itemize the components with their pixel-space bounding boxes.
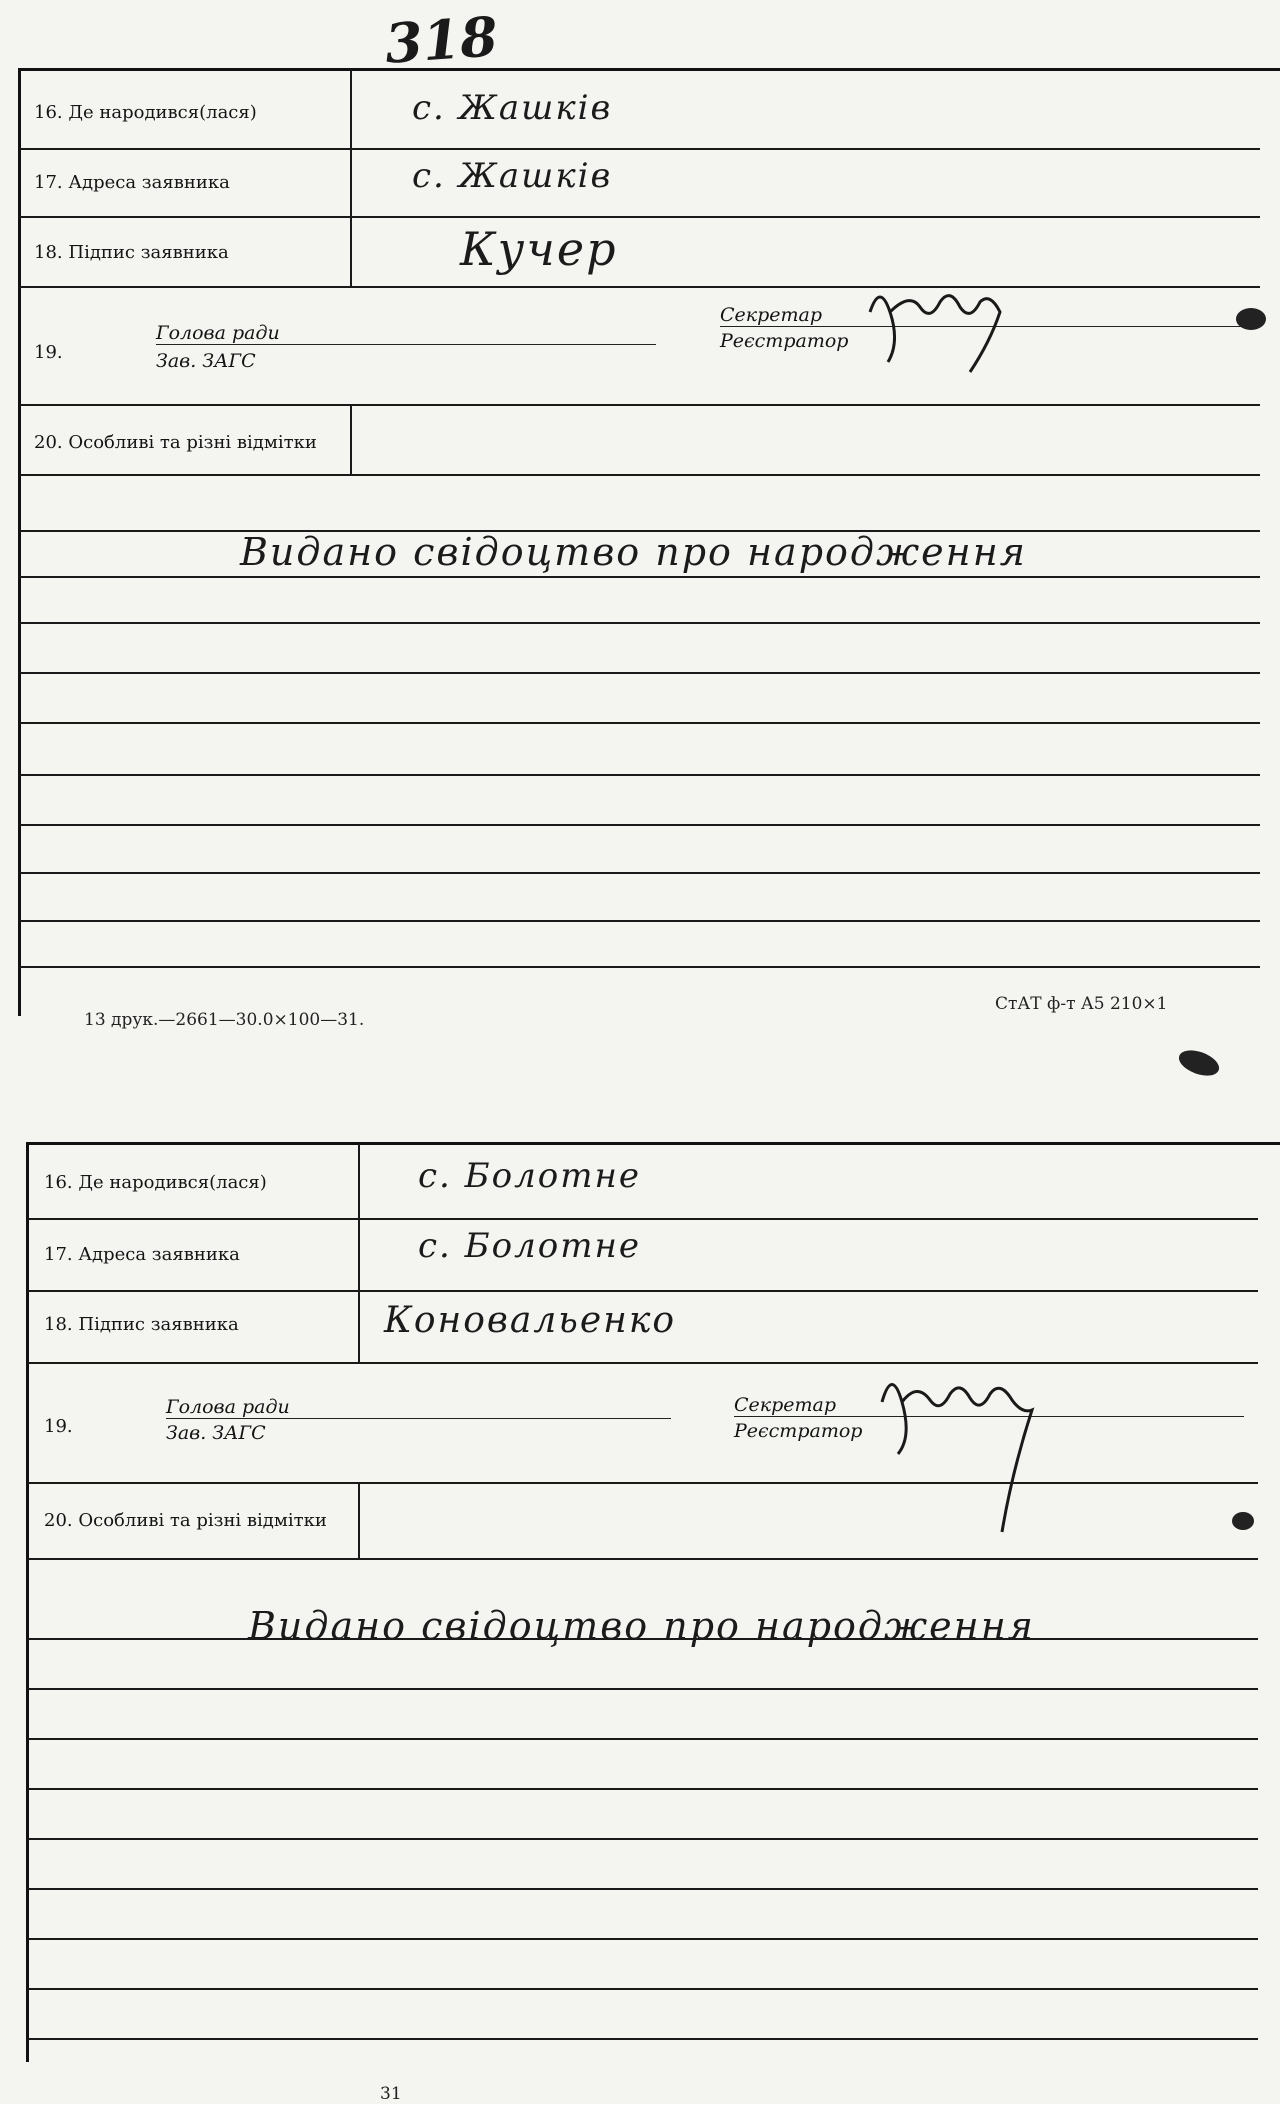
registrar-label: Реєстратор xyxy=(720,330,849,352)
birthplace-value: с. Жашків xyxy=(412,88,613,128)
applicant-address-value: с. Жашків xyxy=(412,156,613,196)
applicant-address-value: с. Болотне xyxy=(418,1226,641,1266)
form-code: СтАТ ф-т А5 210×1 xyxy=(995,994,1168,1014)
applicant-signature: Коновальенко xyxy=(384,1300,677,1341)
special-note: Видано свідоцтво про народження xyxy=(248,1604,1035,1648)
zags-head-label: Зав. ЗАГС xyxy=(156,350,256,372)
row-20-label: 20. Особливі та різні відмітки xyxy=(44,1510,327,1531)
secretary-label: Секретар xyxy=(720,304,823,326)
row-16-label: 16. Де народився(лася) xyxy=(34,102,257,123)
row-19-number: 19. xyxy=(44,1416,73,1437)
ink-blot xyxy=(1236,308,1266,330)
row-16-label: 16. Де народився(лася) xyxy=(44,1172,267,1193)
registrar-label: Реєстратор xyxy=(734,1420,863,1442)
secretary-signature xyxy=(872,1362,1072,1542)
ink-blot xyxy=(1232,1512,1254,1530)
secretary-label: Секретар xyxy=(734,1394,837,1416)
special-note: Видано свідоцтво про народження xyxy=(240,530,1027,574)
head-of-council-label: Голова ради xyxy=(156,322,280,344)
birthplace-value: с. Болотне xyxy=(418,1156,641,1196)
secretary-signature xyxy=(860,272,1010,382)
record-form-1 xyxy=(0,0,1280,1050)
row-17-label: 17. Адреса заявника xyxy=(44,1244,240,1265)
bottom-note: 31 xyxy=(380,2084,402,2104)
row-18-label: 18. Підпис заявника xyxy=(44,1314,239,1335)
page-number: 318 xyxy=(382,4,500,76)
row-17-label: 17. Адреса заявника xyxy=(34,172,230,193)
ink-blot xyxy=(1176,1045,1223,1080)
printer-note: 13 друк.—2661—30.0×100—31. xyxy=(84,1010,365,1030)
row-20-label: 20. Особливі та різні відмітки xyxy=(34,432,317,453)
applicant-signature: Кучер xyxy=(460,222,618,276)
row-18-label: 18. Підпис заявника xyxy=(34,242,229,263)
row-19-number: 19. xyxy=(34,342,63,363)
zags-head-label: Зав. ЗАГС xyxy=(166,1422,266,1444)
record-form-2 xyxy=(0,1100,1280,2104)
head-of-council-label: Голова ради xyxy=(166,1396,290,1418)
